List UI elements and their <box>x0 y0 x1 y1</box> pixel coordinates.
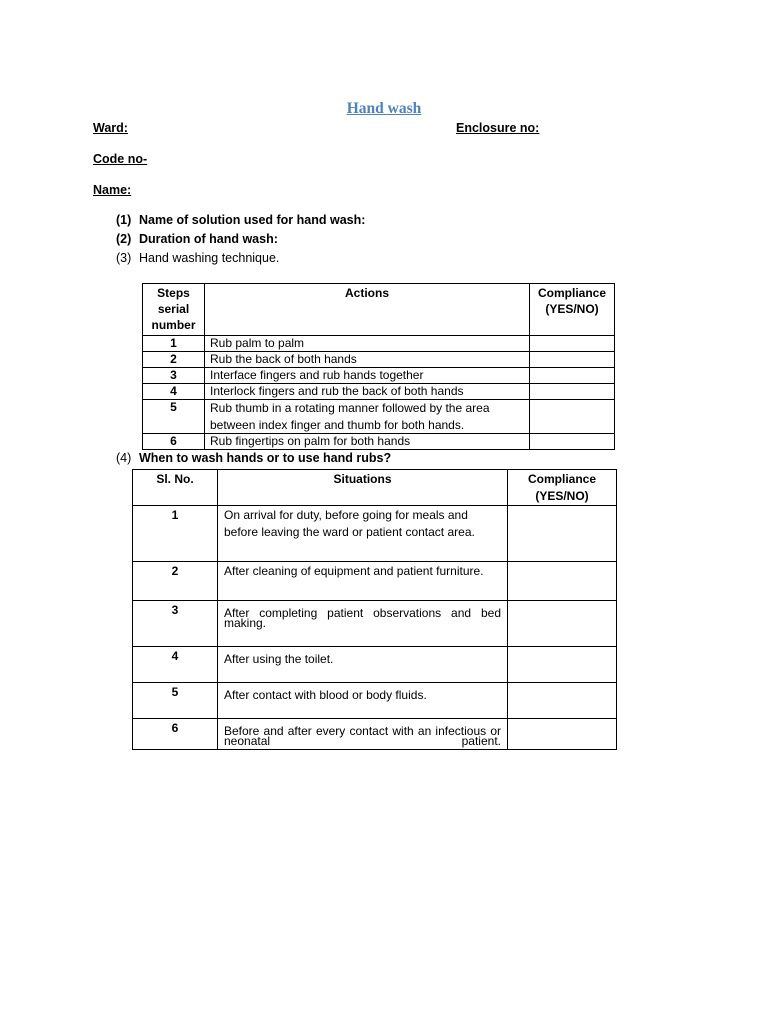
table-row <box>133 647 617 683</box>
situation-number: 3 <box>133 601 218 647</box>
item-4 <box>116 451 391 465</box>
step-action: Rub palm to palm <box>205 336 530 352</box>
item-3-num: (3) <box>116 251 132 265</box>
situation-text: After cleaning of equipment and patient furniture. <box>218 562 508 601</box>
step-action: Rub fingertips on palm for both hands <box>205 434 530 450</box>
item-4-num: (4) <box>116 451 132 465</box>
situation-text: After contact with blood or body fluids. <box>218 683 508 719</box>
item-2-num: (2) <box>116 232 132 246</box>
table-row <box>143 400 615 434</box>
step-number: 6 <box>143 434 205 450</box>
situations-header-compliance: Compliance (YES/NO) <box>508 470 617 506</box>
situation-text: On arrival for duty, before going for meals and before leaving the ward or patient contact area. <box>218 506 508 562</box>
step-compliance-cell[interactable] <box>530 336 615 352</box>
table-row <box>133 562 617 601</box>
item-3 <box>116 251 279 265</box>
step-number: 4 <box>143 384 205 400</box>
situation-compliance-cell[interactable] <box>508 683 617 719</box>
step-action: Interlock fingers and rub the back of both hands <box>205 384 530 400</box>
step-compliance-cell[interactable] <box>530 352 615 368</box>
technique-header-actions: Actions <box>205 284 530 336</box>
step-number: 2 <box>143 352 205 368</box>
technique-table <box>142 283 615 450</box>
step-number: 5 <box>143 400 205 434</box>
situation-compliance-cell[interactable] <box>508 562 617 601</box>
step-compliance-cell[interactable] <box>530 400 615 434</box>
table-row <box>143 434 615 450</box>
page-title <box>0 100 768 118</box>
technique-header-steps: Steps serial number <box>143 284 205 336</box>
item-3-text: Hand washing technique. <box>139 251 280 265</box>
step-action: Rub the back of both hands <box>205 352 530 368</box>
step-compliance-cell[interactable] <box>530 384 615 400</box>
situation-number: 4 <box>133 647 218 683</box>
table-row <box>133 683 617 719</box>
table-row <box>133 601 617 647</box>
table-row <box>143 368 615 384</box>
table-row <box>143 384 615 400</box>
situation-number: 5 <box>133 683 218 719</box>
step-action: Rub thumb in a rotating manner followed by the area between index finger and thumb for both hands. <box>205 400 530 434</box>
situation-number: 2 <box>133 562 218 601</box>
situation-compliance-cell[interactable] <box>508 647 617 683</box>
situations-header-slno: Sl. No. <box>133 470 218 506</box>
situations-header-row <box>133 470 617 506</box>
code-label: Code no- <box>93 152 148 166</box>
step-number: 1 <box>143 336 205 352</box>
table-row <box>133 506 617 562</box>
technique-header-compliance: Compliance (YES/NO) <box>530 284 615 336</box>
technique-header-row <box>143 284 615 336</box>
situation-number: 6 <box>133 719 218 750</box>
table-row <box>143 352 615 368</box>
situation-text: After completing patient observations and bed making. <box>218 601 508 647</box>
item-1-num: (1) <box>116 213 132 227</box>
ward-label: Ward: <box>93 121 128 135</box>
situation-number: 1 <box>133 506 218 562</box>
enclosure-label: Enclosure no: <box>456 121 540 135</box>
situation-compliance-cell[interactable] <box>508 506 617 562</box>
step-action: Interface fingers and rub hands together <box>205 368 530 384</box>
step-compliance-cell[interactable] <box>530 368 615 384</box>
page-title-text: Hand wash <box>346 100 422 117</box>
step-compliance-cell[interactable] <box>530 434 615 450</box>
item-1 <box>116 213 365 227</box>
situation-text: Before and after every contact with an infectious or neonatal patient. <box>218 719 508 750</box>
item-2-text: Duration of hand wash: <box>139 232 278 246</box>
name-label: Name: <box>93 183 132 197</box>
step-number: 3 <box>143 368 205 384</box>
table-row <box>133 719 617 750</box>
situation-text: After using the toilet. <box>218 647 508 683</box>
item-4-text: When to wash hands or to use hand rubs? <box>139 451 392 465</box>
situation-compliance-cell[interactable] <box>508 719 617 750</box>
item-2 <box>116 232 278 246</box>
item-1-text: Name of solution used for hand wash: <box>139 213 366 227</box>
situations-header-situations: Situations <box>218 470 508 506</box>
situations-table <box>132 469 617 750</box>
table-row <box>143 336 615 352</box>
situation-compliance-cell[interactable] <box>508 601 617 647</box>
